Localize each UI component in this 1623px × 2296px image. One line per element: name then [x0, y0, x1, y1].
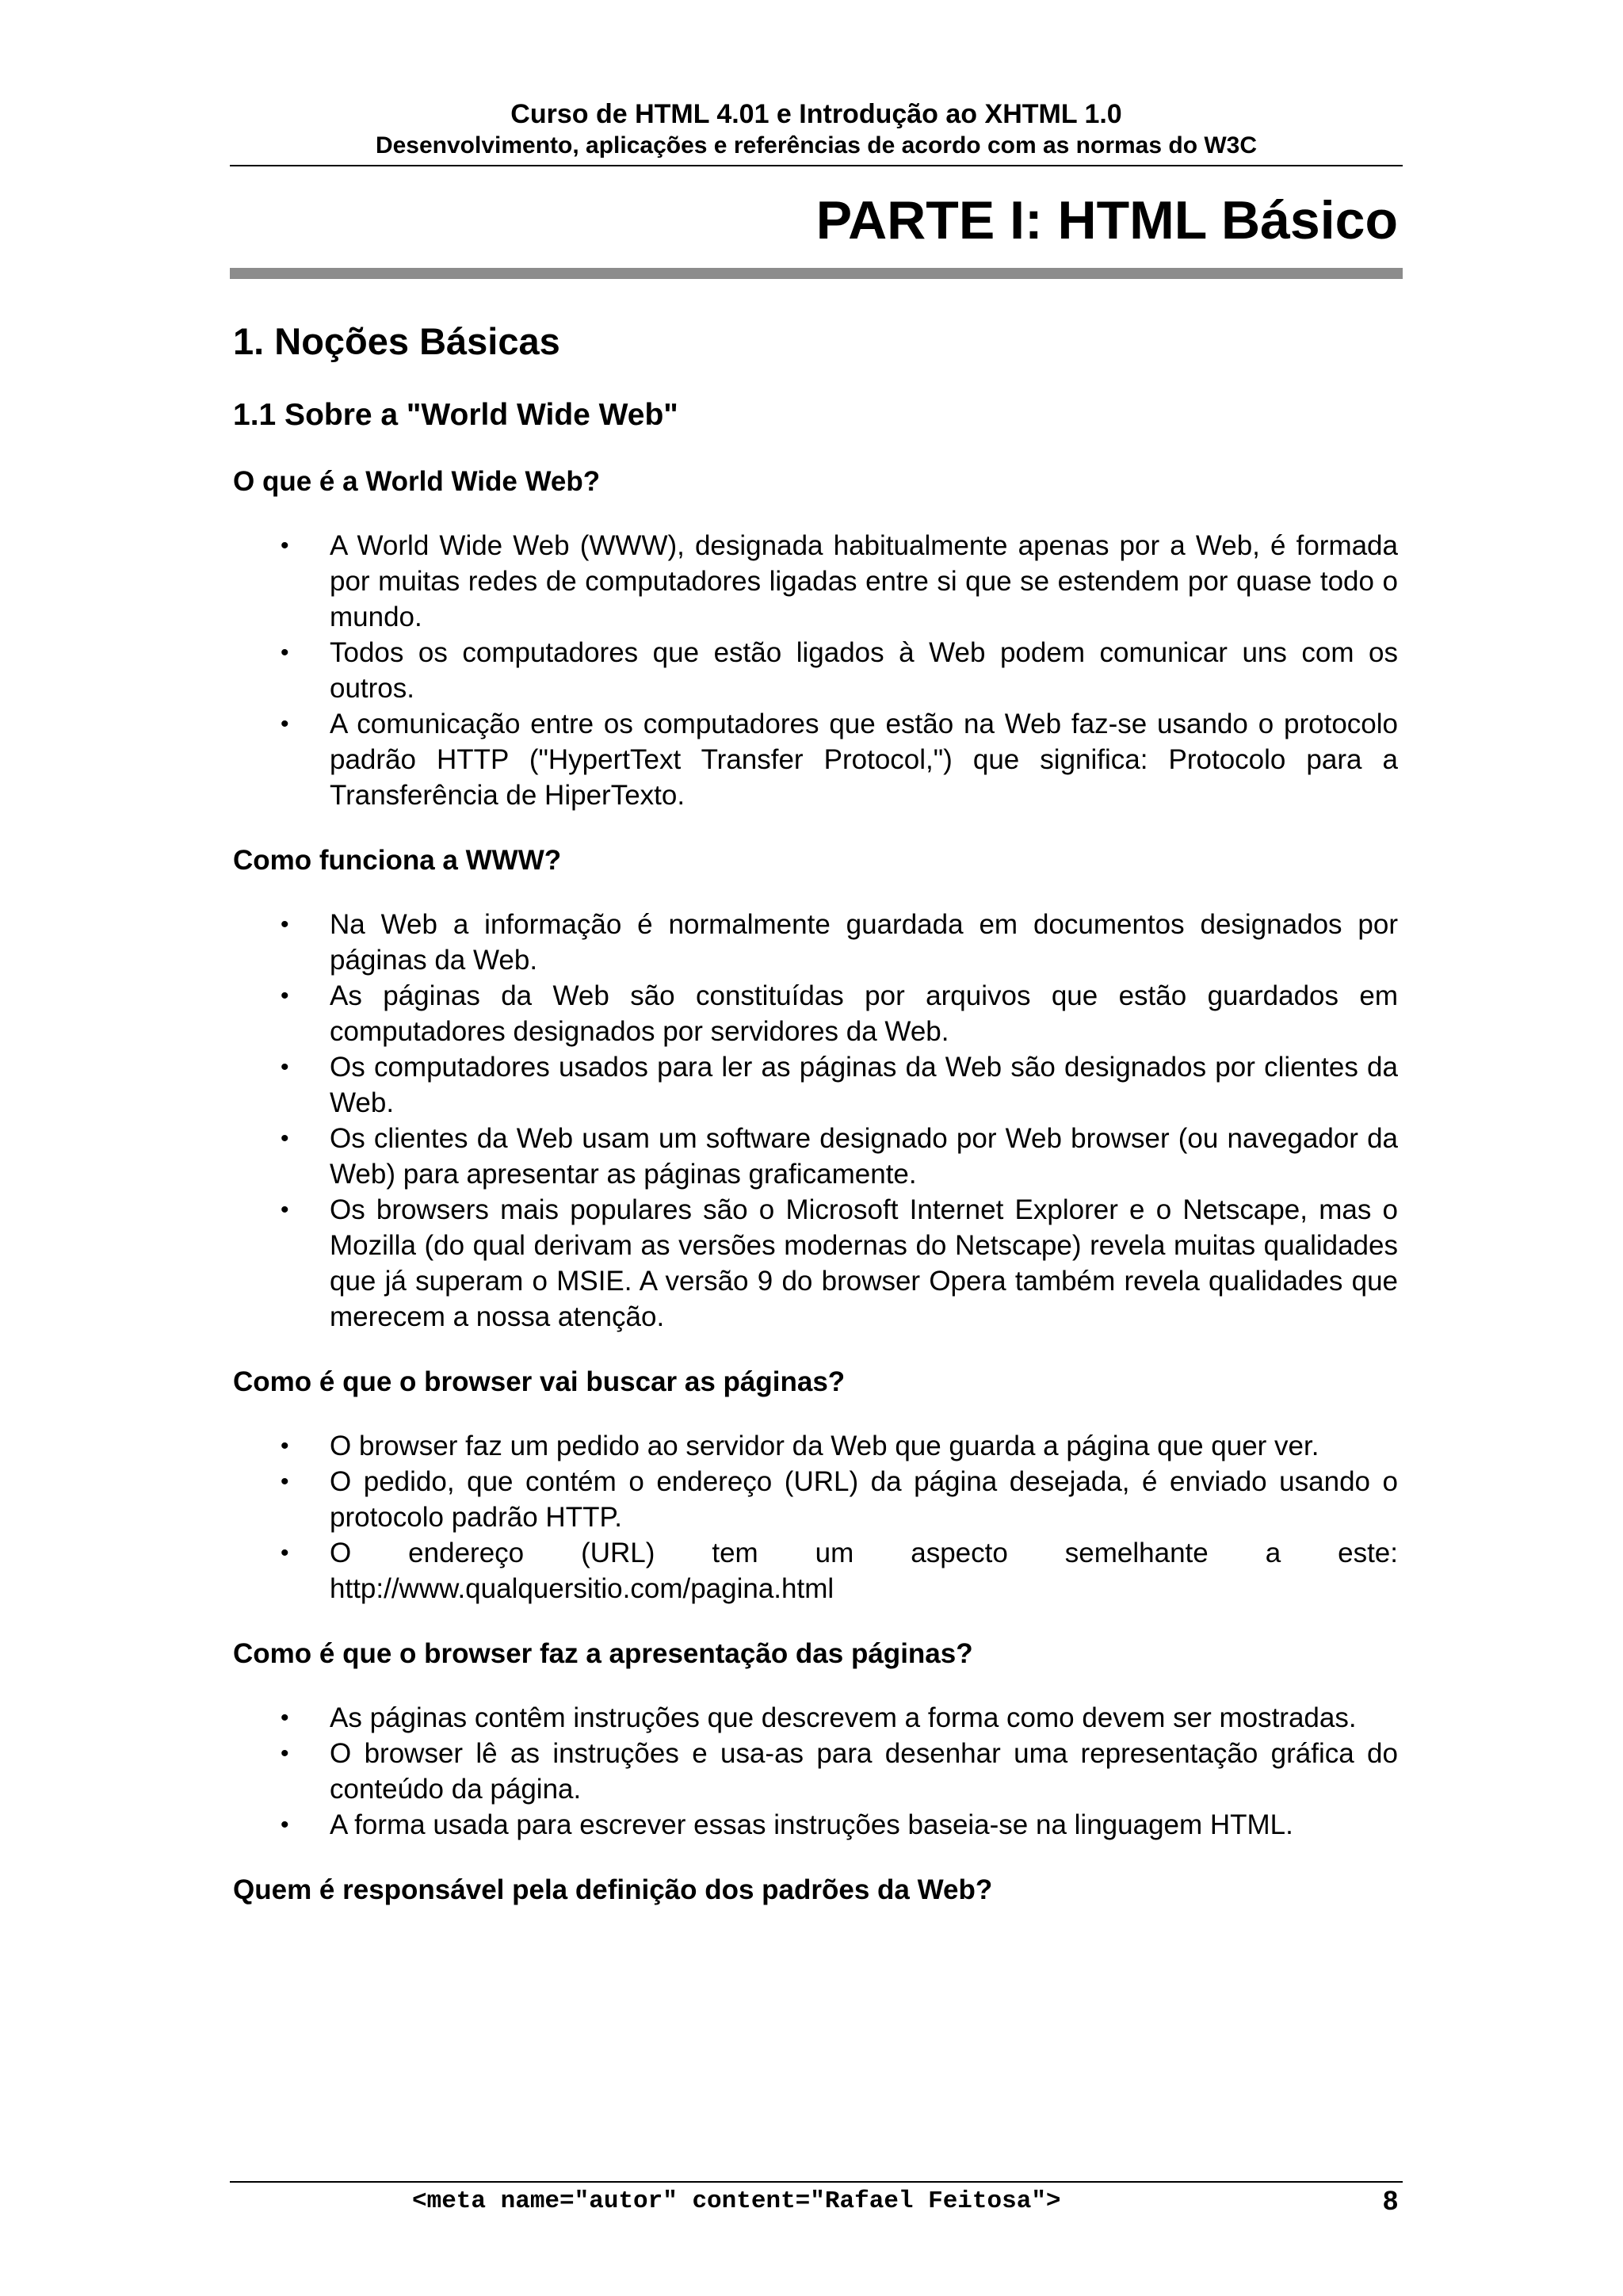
bullet-icon: • [281, 1433, 289, 1459]
bullet-icon: • [281, 711, 289, 737]
bullet-icon: • [281, 1125, 289, 1152]
list-item-text: As páginas contêm instruções que descrevem a forma como devem ser mostradas. [330, 1702, 1357, 1733]
bullet-icon: • [281, 1469, 289, 1495]
part-title: PARTE I: HTML Básico [815, 190, 1398, 250]
list-item [281, 1736, 1403, 1807]
list-item-text: Os browsers mais populares são o Microsoft Internet Explorer e o Netscape, mas o Mozilla (do qual derivam as versões modernas do Netscape) revela muitas qualidades que já superam o MSIE. A versão 9 do browser Opera também revela qualidades que merecem a nossa atenção. [330, 1194, 1398, 1332]
bullet-icon: • [281, 1705, 289, 1731]
question-heading: O que é a World Wide Web? [233, 466, 601, 497]
list-item [281, 1121, 1403, 1192]
bullet-list [230, 1700, 1403, 1843]
bullet-icon: • [281, 640, 289, 666]
question-heading: Como é que o browser faz a apresentação das páginas? [233, 1638, 973, 1669]
footer-meta-text: <meta name="autor" content="Rafael Feitosa"> [412, 2187, 1061, 2215]
list-item [281, 1535, 1403, 1606]
list-item-text: O browser lê as instruções e usa-as para desenhar uma representação gráfica do conteúdo da página. [330, 1738, 1398, 1805]
list-item [281, 978, 1403, 1049]
list-item-text: Os clientes da Web usam um software designado por Web browser (ou navegador da Web) para apresentar as páginas graficamente. [330, 1123, 1398, 1190]
list-item-text: A comunicação entre os computadores que estão na Web faz-se usando o protocolo padrão HTTP ("HypertText Transfer Protocol,") que significa: Protocolo para a Transferência de HiperTexto. [330, 709, 1398, 811]
running-header [230, 98, 1403, 162]
bullet-icon: • [281, 983, 289, 1009]
content-blocks [230, 464, 1403, 1908]
part-rule [230, 268, 1403, 279]
list-item [281, 1700, 1403, 1736]
list-item-text: Os computadores usados para ler as páginas da Web são designados por clientes da Web. [330, 1052, 1398, 1118]
list-item [281, 1192, 1403, 1335]
list-item [281, 635, 1403, 706]
list-item [281, 1049, 1403, 1121]
list-item-text: O pedido, que contém o endereço (URL) da página desejada, é enviado usando o protocolo padrão HTTP. [330, 1466, 1398, 1533]
list-item-text: As páginas da Web são constituídas por arquivos que estão guardados em computadores designados por servidores da Web. [330, 980, 1398, 1047]
section-title: 1. Noções Básicas [233, 320, 560, 362]
list-item-text: A forma usada para escrever essas instruções baseia-se na linguagem HTML. [330, 1809, 1293, 1840]
list-item [281, 706, 1403, 813]
bullet-list [230, 1428, 1403, 1606]
page-number: 8 [1383, 2186, 1398, 2216]
page-footer [230, 2181, 1403, 2222]
bullet-list [230, 907, 1403, 1335]
bullet-icon: • [281, 1540, 289, 1566]
bullet-icon: • [281, 1197, 289, 1223]
header-rule [230, 165, 1403, 166]
question-heading: Quem é responsável pela definição dos padrões da Web? [233, 1874, 993, 1905]
list-item-text: O browser faz um pedido ao servidor da Web que guarda a página que quer ver. [330, 1431, 1319, 1461]
bullet-icon: • [281, 1054, 289, 1080]
question-heading: Como é que o browser vai buscar as páginas? [233, 1366, 846, 1397]
subsection-title: 1.1 Sobre a "World Wide Web" [233, 398, 678, 432]
list-item [281, 1428, 1403, 1464]
bullet-icon: • [281, 1740, 289, 1767]
list-item-text: Todos os computadores que estão ligados à Web podem comunicar uns com os outros. [330, 637, 1398, 704]
list-item [281, 528, 1403, 635]
list-item [281, 907, 1403, 978]
list-item [281, 1807, 1403, 1843]
bullet-list [230, 528, 1403, 813]
header-subtitle: Desenvolvimento, aplicações e referências de acordo com as normas do W3C [375, 132, 1258, 159]
list-item-text: A World Wide Web (WWW), designada habitualmente apenas por a Web, é formada por muitas redes de computadores ligadas entre si que se estendem por quase todo o mundo. [330, 530, 1398, 632]
question-heading: Como funciona a WWW? [233, 845, 562, 876]
header-title: Curso de HTML 4.01 e Introdução ao XHTML 1.0 [510, 99, 1122, 129]
bullet-icon: • [281, 911, 289, 938]
list-item [281, 1464, 1403, 1535]
list-item-text: O endereço (URL) tem um aspecto semelhante a este: http://www.qualquersitio.com/pagina.html [330, 1538, 1398, 1604]
bullet-icon: • [281, 1812, 289, 1838]
bullet-icon: • [281, 533, 289, 559]
list-item-text: Na Web a informação é normalmente guardada em documentos designados por páginas da Web. [330, 909, 1398, 976]
page-content [230, 98, 1403, 1908]
